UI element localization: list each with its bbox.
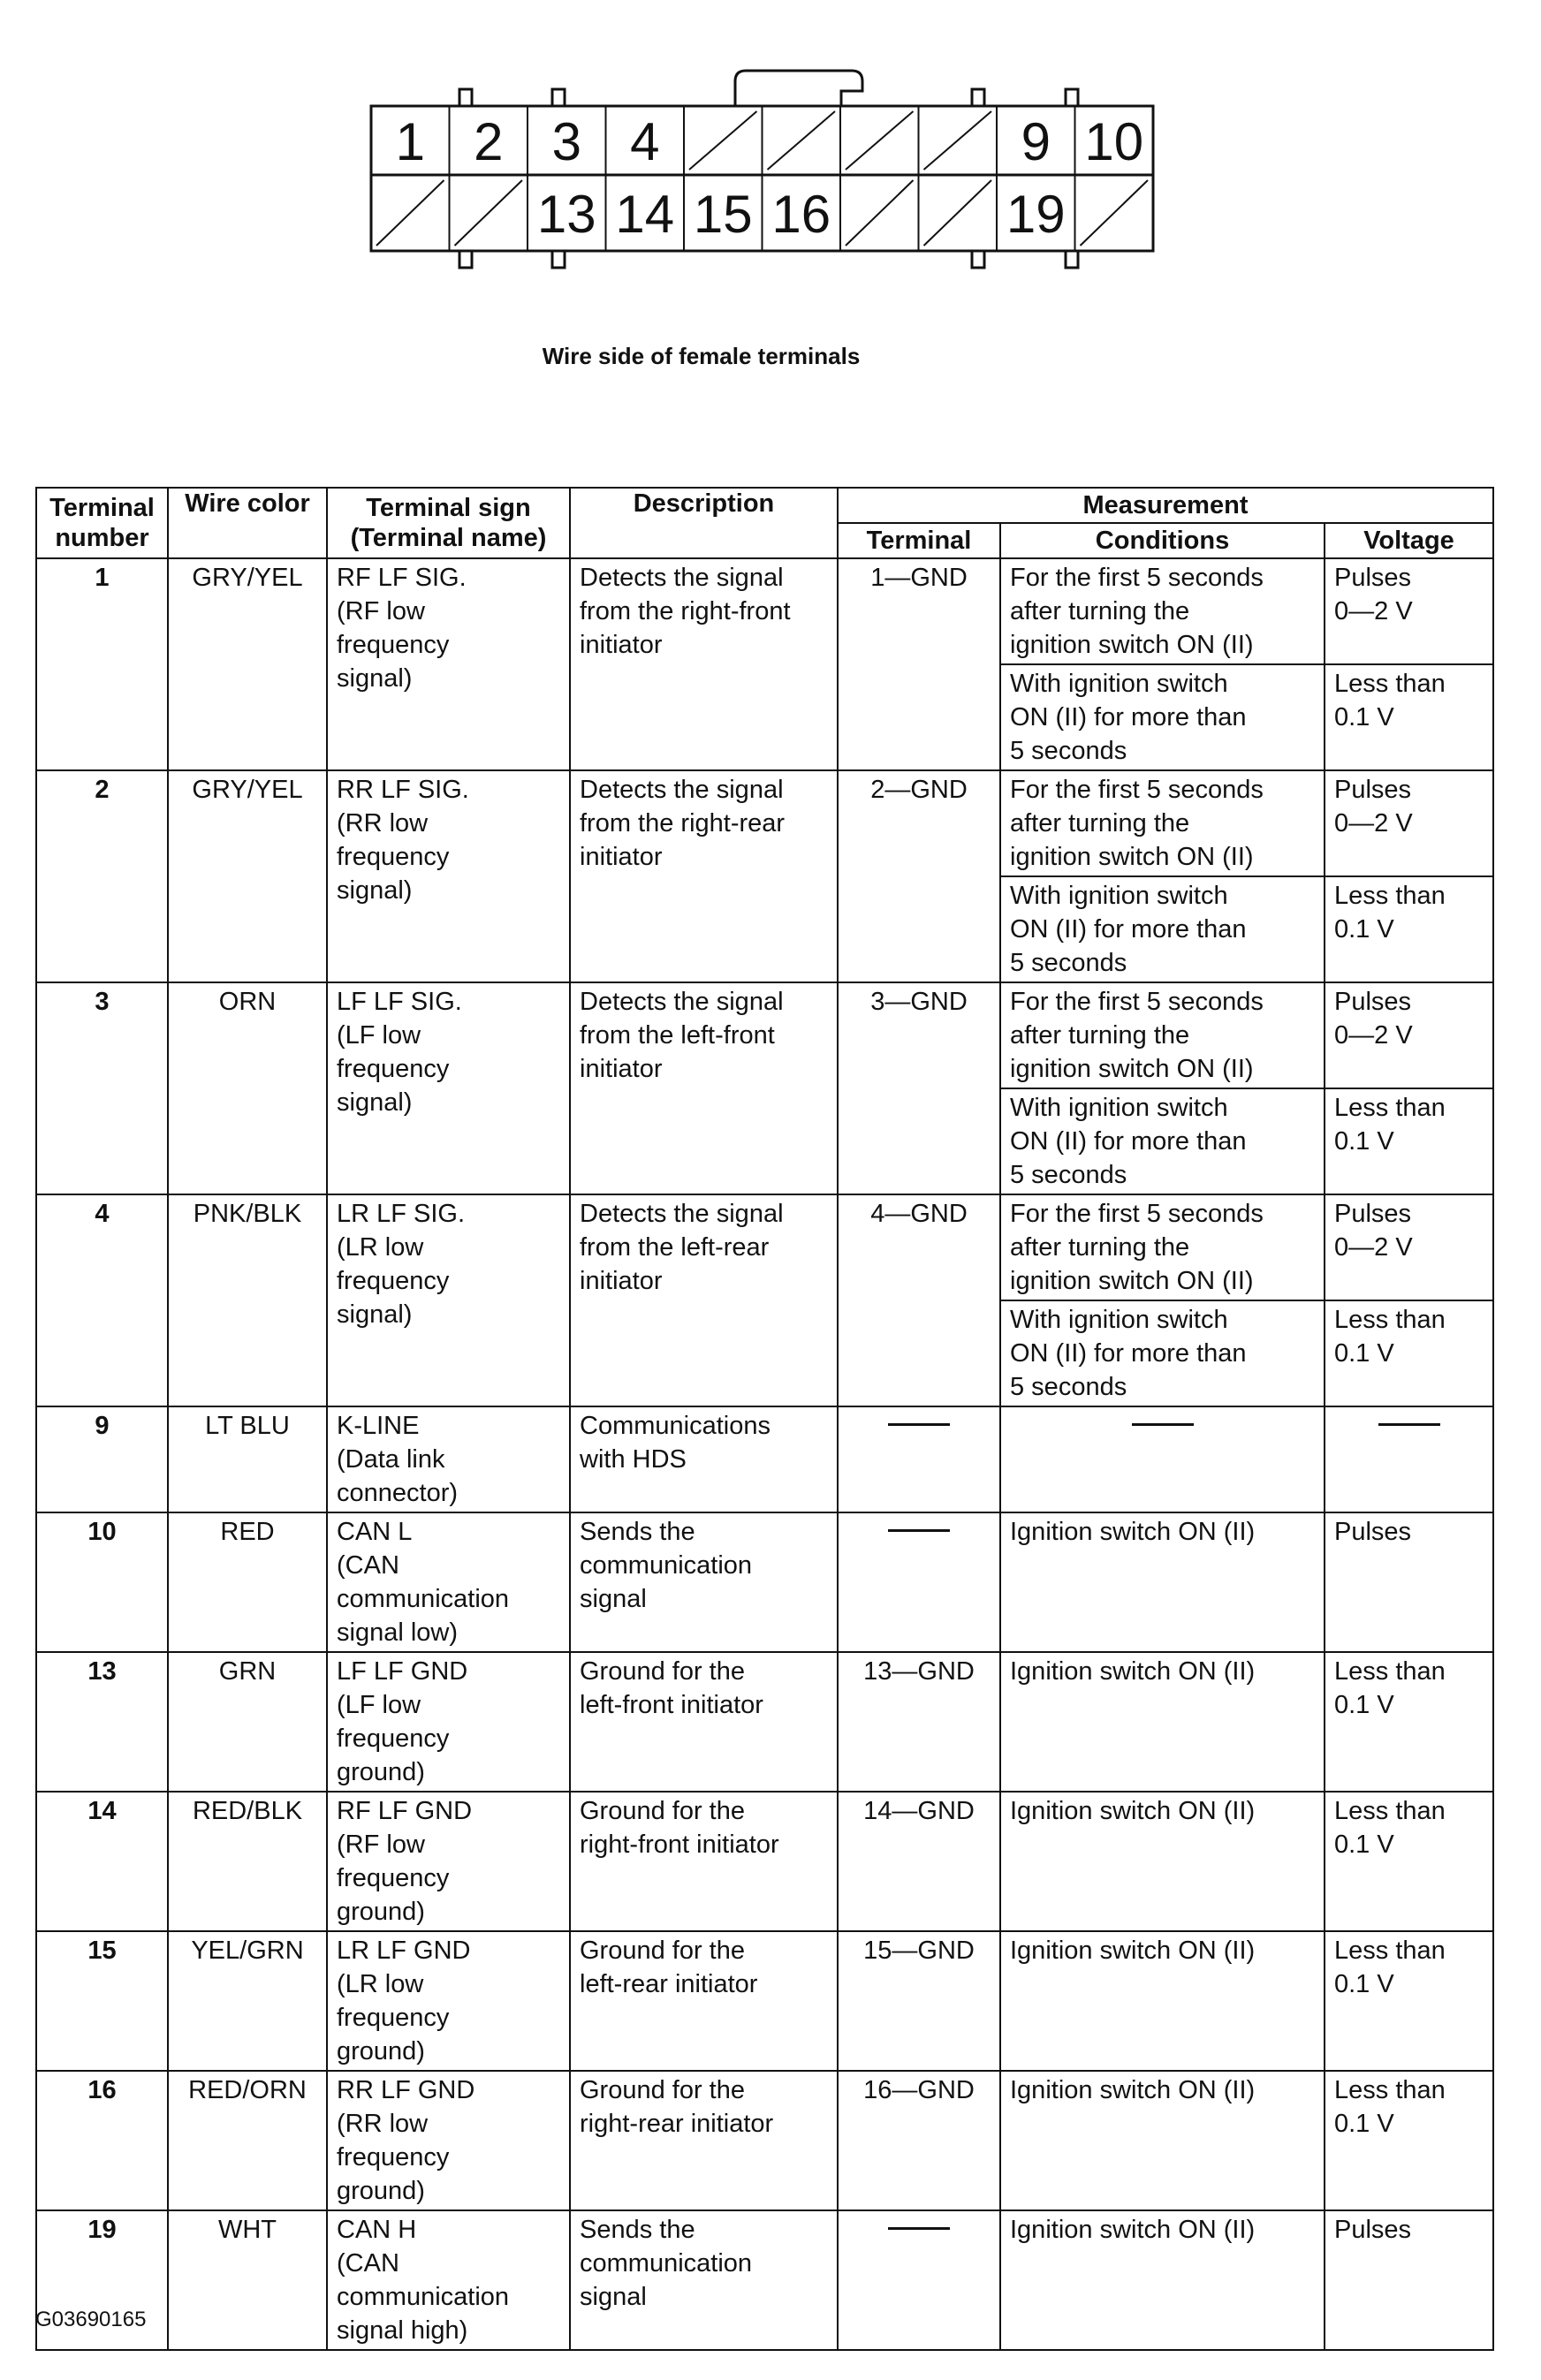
voltage: Pulses <box>1325 1512 1493 1652</box>
description: Detects the signal from the left-front initiator <box>570 982 838 1194</box>
guide-pin-bottom <box>972 251 984 268</box>
empty-cavity-slash <box>376 180 444 246</box>
header-terminal-number: Terminal number <box>36 488 168 558</box>
empty-cavity-slash <box>846 180 914 246</box>
condition: For the first 5 seconds after turning the ignition switch ON (II) <box>1000 558 1325 664</box>
terminal-cavity-1: 1 <box>395 112 425 171</box>
terminal-sign: RR LF GND (RR low frequency ground) <box>327 2071 570 2210</box>
dash-mark <box>888 2227 950 2230</box>
table-row <box>36 2210 1493 2350</box>
table-row <box>36 1792 1493 1931</box>
terminal-sign: RF LF GND (RF low frequency ground) <box>327 1792 570 1931</box>
voltage: Less than 0.1 V <box>1325 2071 1493 2210</box>
voltage: Pulses 0—2 V <box>1325 558 1493 664</box>
condition: For the first 5 seconds after turning the ignition switch ON (II) <box>1000 770 1325 876</box>
terminal-cavity-19: 19 <box>1006 185 1066 244</box>
description: Detects the signal from the left-rear initiator <box>570 1194 838 1406</box>
guide-pin-top <box>459 89 472 106</box>
voltage: Pulses 0—2 V <box>1325 982 1493 1088</box>
empty-cavity-slash <box>768 111 836 170</box>
dash-mark <box>888 1529 950 1532</box>
terminal-cavity-9: 9 <box>1021 112 1051 171</box>
wire-color: RED/BLK <box>168 1792 327 1931</box>
empty-cavity-slash <box>455 180 523 246</box>
wire-color: YEL/GRN <box>168 1931 327 2071</box>
header-wire-color: Wire color <box>168 488 327 558</box>
table-row <box>36 1931 1493 2071</box>
description: Sends the communication signal <box>570 2210 838 2350</box>
wire-color: GRY/YEL <box>168 558 327 770</box>
terminal-table <box>35 487 1494 2351</box>
wire-color: PNK/BLK <box>168 1194 327 1406</box>
condition: Ignition switch ON (II) <box>1000 1512 1325 1652</box>
guide-pin-bottom <box>552 251 565 268</box>
terminal-sign: RR LF SIG. (RR low frequency signal) <box>327 770 570 982</box>
measurement-terminal: 14—GND <box>838 1792 1000 1931</box>
voltage: Less than 0.1 V <box>1325 876 1493 982</box>
terminal-number: 16 <box>36 2071 168 2210</box>
table-row <box>36 2071 1493 2210</box>
table-row <box>36 1406 1493 1512</box>
voltage: Pulses 0—2 V <box>1325 770 1493 876</box>
wire-color: ORN <box>168 982 327 1194</box>
terminal-sign: RF LF SIG. (RF low frequency signal) <box>327 558 570 770</box>
table-row <box>36 1652 1493 1792</box>
description: Ground for the right-front initiator <box>570 1792 838 1931</box>
wire-color: LT BLU <box>168 1406 327 1512</box>
description: Ground for the left-rear initiator <box>570 1931 838 2071</box>
header-description: Description <box>570 488 838 558</box>
condition: For the first 5 seconds after turning the ignition switch ON (II) <box>1000 982 1325 1088</box>
condition: For the first 5 seconds after turning the ignition switch ON (II) <box>1000 1194 1325 1300</box>
condition: With ignition switch ON (II) for more than 5 seconds <box>1000 1088 1325 1194</box>
table-body <box>36 558 1493 2350</box>
terminal-number: 19 <box>36 2210 168 2350</box>
voltage: Less than 0.1 V <box>1325 1652 1493 1792</box>
header-meas-terminal: Terminal <box>838 523 1000 558</box>
empty-cavity-slash <box>1081 180 1149 246</box>
voltage: Less than 0.1 V <box>1325 664 1493 770</box>
terminal-number: 15 <box>36 1931 168 2071</box>
description: Detects the signal from the right-front initiator <box>570 558 838 770</box>
terminal-cavity-3: 3 <box>551 112 581 171</box>
voltage: Less than 0.1 V <box>1325 1088 1493 1194</box>
terminal-cavity-2: 2 <box>474 112 504 171</box>
description: Ground for the left-front initiator <box>570 1652 838 1792</box>
empty-cavity-slash <box>689 111 757 170</box>
measurement-terminal: 3—GND <box>838 982 1000 1194</box>
header-measurement: Measurement <box>838 488 1493 523</box>
terminal-number: 13 <box>36 1652 168 1792</box>
description: Sends the communication signal <box>570 1512 838 1652</box>
header-terminal-sign: Terminal sign (Terminal name) <box>327 488 570 558</box>
description: Detects the signal from the right-rear initiator <box>570 770 838 982</box>
table-row <box>36 558 1493 664</box>
voltage: Pulses 0—2 V <box>1325 1194 1493 1300</box>
figure-id: G03690165 <box>35 2308 147 2331</box>
terminal-number: 3 <box>36 982 168 1194</box>
terminal-sign: LF LF SIG. (LF low frequency signal) <box>327 982 570 1194</box>
empty-cavity-slash <box>924 111 992 170</box>
terminal-sign: LR LF SIG. (LR low frequency signal) <box>327 1194 570 1406</box>
condition: Ignition switch ON (II) <box>1000 1792 1325 1931</box>
connector-caption: Wire side of female terminals <box>542 343 861 369</box>
terminal-cavity-4: 4 <box>630 112 660 171</box>
table-row <box>36 982 1493 1088</box>
guide-pin-bottom <box>459 251 472 268</box>
voltage <box>1325 1406 1493 1512</box>
condition: With ignition switch ON (II) for more than 5 seconds <box>1000 664 1325 770</box>
voltage: Less than 0.1 V <box>1325 1300 1493 1406</box>
guide-pin-top <box>552 89 565 106</box>
condition: With ignition switch ON (II) for more than 5 seconds <box>1000 876 1325 982</box>
header-conditions: Conditions <box>1000 523 1325 558</box>
terminal-number: 14 <box>36 1792 168 1931</box>
terminal-number: 9 <box>36 1406 168 1512</box>
measurement-terminal: 15—GND <box>838 1931 1000 2071</box>
terminal-cavity-14: 14 <box>615 185 675 244</box>
terminal-cavity-16: 16 <box>771 185 831 244</box>
condition: Ignition switch ON (II) <box>1000 2071 1325 2210</box>
voltage: Pulses <box>1325 2210 1493 2350</box>
dash-mark <box>1132 1423 1194 1426</box>
wire-color: RED/ORN <box>168 2071 327 2210</box>
terminal-cavity-15: 15 <box>693 185 753 244</box>
condition: Ignition switch ON (II) <box>1000 1652 1325 1792</box>
guide-pin-top <box>1066 89 1078 106</box>
dash-mark <box>888 1423 950 1426</box>
measurement-terminal: 16—GND <box>838 2071 1000 2210</box>
wire-color: GRN <box>168 1652 327 1792</box>
guide-pin-top <box>972 89 984 106</box>
measurement-terminal <box>838 2210 1000 2350</box>
terminal-sign: LR LF GND (LR low frequency ground) <box>327 1931 570 2071</box>
condition: With ignition switch ON (II) for more than 5 seconds <box>1000 1300 1325 1406</box>
condition <box>1000 1406 1325 1512</box>
description: Communications with HDS <box>570 1406 838 1512</box>
condition: Ignition switch ON (II) <box>1000 1931 1325 2071</box>
table-row <box>36 770 1493 876</box>
empty-cavity-slash <box>924 180 992 246</box>
voltage: Less than 0.1 V <box>1325 1931 1493 2071</box>
table-row <box>36 1194 1493 1300</box>
measurement-terminal: 4—GND <box>838 1194 1000 1406</box>
description: Ground for the right-rear initiator <box>570 2071 838 2210</box>
terminal-sign: CAN L (CAN communication signal low) <box>327 1512 570 1652</box>
terminal-number: 10 <box>36 1512 168 1652</box>
terminal-cavity-10: 10 <box>1084 112 1144 171</box>
connector-diagram <box>0 0 1541 300</box>
terminal-number: 4 <box>36 1194 168 1406</box>
measurement-terminal: 2—GND <box>838 770 1000 982</box>
wire-color: GRY/YEL <box>168 770 327 982</box>
measurement-terminal <box>838 1406 1000 1512</box>
header-voltage: Voltage <box>1325 523 1493 558</box>
wire-color: RED <box>168 1512 327 1652</box>
measurement-terminal: 13—GND <box>838 1652 1000 1792</box>
terminal-sign: K-LINE (Data link connector) <box>327 1406 570 1512</box>
terminal-sign: LF LF GND (LF low frequency ground) <box>327 1652 570 1792</box>
guide-pin-bottom <box>1066 251 1078 268</box>
measurement-terminal <box>838 1512 1000 1652</box>
terminal-sign: CAN H (CAN communication signal high) <box>327 2210 570 2350</box>
terminal-number: 1 <box>36 558 168 770</box>
terminal-cavity-13: 13 <box>536 185 596 244</box>
measurement-terminal: 1—GND <box>838 558 1000 770</box>
connector-latch <box>735 71 862 106</box>
condition: Ignition switch ON (II) <box>1000 2210 1325 2350</box>
table-row <box>36 1512 1493 1652</box>
dash-mark <box>1378 1423 1440 1426</box>
empty-cavity-slash <box>846 111 914 170</box>
wire-color: WHT <box>168 2210 327 2350</box>
voltage: Less than 0.1 V <box>1325 1792 1493 1931</box>
terminal-number: 2 <box>36 770 168 982</box>
